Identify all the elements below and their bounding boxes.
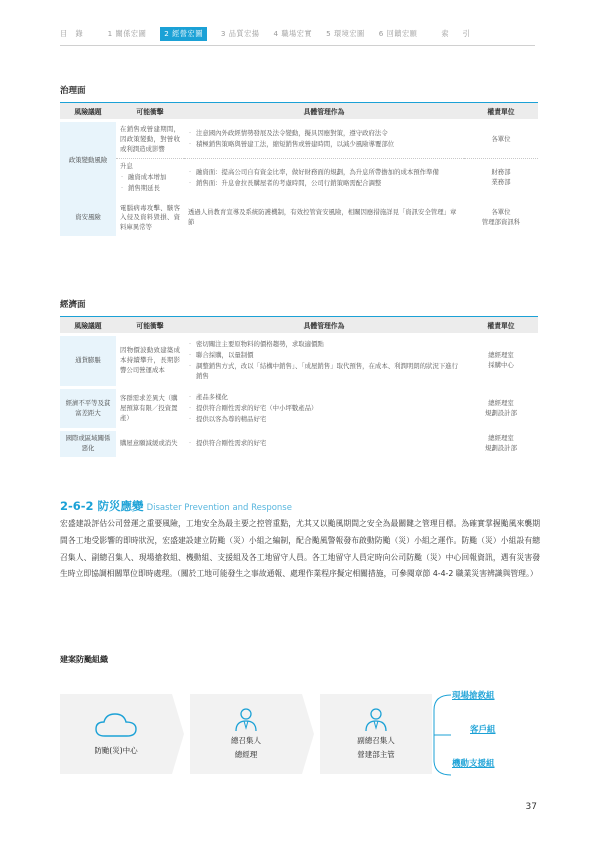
risk-issue: 通貨膨脹 [60,336,116,386]
risk-impact: 客群需求差異大（購屋預算有限／投資置產） [120,393,178,422]
header-divider [60,45,535,46]
table-row [60,158,538,197]
responsible-unit: 採購中心 [488,360,514,369]
responsible-unit: 各單位 [491,208,511,217]
nav-index[interactable]: 索 引 [441,29,476,38]
responsible-unit: 管理部資訊科 [481,218,521,227]
action-item: · 提供符合剛性需求的好宅（中小坪數產品） [188,404,460,414]
branch-mobile-support-team: 機動支援組 [452,759,495,769]
action-item: · 調整銷售方式，改以「結構中銷售」、「成屋銷售」取代預售，在成本、利潤明朗的狀況下進行銷售 [188,362,460,382]
col-header-impact: 可能衝擊 [116,103,184,120]
risk-issue: 國際或區域關係惡化 [60,431,116,457]
cloud-icon [93,710,139,740]
nav-chapter-3[interactable]: 3 品質宏揚 [220,29,260,38]
risk-impact: 在銷售或營建期間，因政策變動，對營收或利潤造成影響 [120,125,180,153]
responsible-unit: 總經理室 [488,398,514,407]
col-header-actions: 具體管理作為 [184,317,464,334]
table-row [60,336,538,386]
arrow-shape [302,694,314,774]
col-header-issue: 風險議題 [60,317,116,334]
table-row [60,431,538,457]
action-item: · 提供以客為尊的精品好宅 [188,415,460,425]
action-item: · 提供符合剛性需求的好宅 [188,439,460,449]
branch-rescue-team: 現場搶救組 [452,691,495,701]
table-row [60,122,538,158]
responsible-unit: 規劃設計部 [485,408,517,417]
section-heading-zh: 2-6-2 防災應變 [60,499,144,513]
responsible-unit: 規劃設計部 [485,444,517,453]
org-box-convener [190,694,302,774]
org-box-deputy [320,694,432,774]
section-paragraph: 宏盛建設評估公司營運之重要風險，工地安全為最主要之控管重點，尤其又以颱風期間之安全為最關鍵之管理目標。為確實掌握颱風來襲期間各工地受影響的即時狀況，宏盛建設建立防颱（災）小組之編制，配合颱風警報發布啟動防颱（災）小組之運作。防颱（災）小組設有總召集人、副總召集人、現場搶救組、機動組、支援組及各工地留守人員。各工地留守人員定時向公司防颱（災）中心回報資訊，遇有災害發生時立即協調相關單位即時處理。（關於工地可能發生之事故通報、處理作業程序擬定相關措施，可參閱章節 4-4-2 職業災害辨識與管理。） [60,519,540,579]
action-text: 透過人員教育宣導及系統防護機制，有效控管資安風險，相關因應措施詳見「資訊安全管理」章節 [188,208,457,227]
org-box-sublabel: 總經理 [234,750,258,759]
impact-item: · 銷售期延長 [120,184,180,194]
section-heading-en: Disaster Prevention and Response [146,503,292,513]
governance-table [60,102,538,236]
risk-impact: 因物價波動致建築成本持續攀升，長期影響公司營運成本 [120,345,180,374]
table-row [60,389,538,429]
org-chart-title: 建案防颱組織 [60,655,108,664]
risk-issue: 經濟不平等及貧富差距大 [60,389,116,429]
risk-impact: 購屋意願減緩或消失 [120,439,178,448]
person-icon [233,706,259,732]
action-item: · 產品多樣化 [188,393,460,403]
branch-customer-team: 客戶組 [470,725,496,735]
org-box-label: 副總召集人 [357,735,395,745]
nav-chapter-6[interactable]: 6 回饋宏願 [378,29,418,38]
person-icon [363,706,389,732]
risk-impact: 電腦病毒攻擊、駭客入侵及資料毀損、資料庫異常等 [120,203,180,232]
action-item: · 注意國內外政經情勢發展及法令變動，擬具因應對策，遵守政府法令 [188,129,460,139]
impact-item: · 融資成本增加 [120,173,180,183]
org-box-center [60,694,172,774]
responsible-unit: 總經理室 [488,434,514,443]
risk-issue: 政策變動風險 [60,122,116,201]
org-box-sublabel: 營建部主管 [357,750,395,759]
table-row [60,201,538,237]
col-header-impact: 可能衝擊 [116,317,184,334]
col-header-issue: 風險議題 [60,103,116,120]
action-item: · 密切關注主要原物料的價格趨勢，求取適價點 [188,340,460,350]
responsible-unit: 各單位 [491,134,511,143]
action-item: · 積極銷售策略與營建工法，縮短銷售或營建時間，以減少風險導覆部位 [188,140,460,150]
action-item: · 聯合採購，以量制價 [188,351,460,361]
action-item: · 融資面：提高公司自有資金比率，做好財務面的規劃，為升息所帶擔加的成本預作準備 [188,168,460,178]
action-item: · 銷售面：升息會拉長購屋者的考慮時間，公司行銷策略需配合調整 [188,179,460,189]
responsible-unit: 業務部 [491,178,511,187]
nav-toc[interactable]: 目 錄 [60,29,86,38]
governance-title: 治理面 [60,86,86,96]
bracket-connector [432,690,452,780]
top-navigation [60,26,535,42]
org-box-label: 防颱(災)中心 [94,745,138,755]
impact-item: 升息 [120,161,133,170]
nav-chapter-4[interactable]: 4 職場宏實 [273,29,313,38]
col-header-unit: 權責單位 [464,103,538,120]
col-header-actions: 具體管理作為 [184,103,464,120]
responsible-unit: 總經理室 [488,350,514,359]
economy-title: 經濟面 [60,300,86,310]
responsible-unit: 財務部 [491,168,511,177]
nav-chapter-1[interactable]: 1 關係宏圖 [107,29,147,38]
page-number: 37 [525,802,537,812]
org-box-label: 總召集人 [231,735,261,745]
nav-chapter-2[interactable]: 2 經營宏圖 [160,27,207,41]
arrow-shape [172,694,184,774]
section-heading [60,498,292,514]
economy-table [60,316,538,457]
risk-issue: 資安風險 [60,201,116,237]
nav-chapter-5[interactable]: 5 環境宏圖 [326,29,365,38]
col-header-unit: 權責單位 [464,317,538,334]
